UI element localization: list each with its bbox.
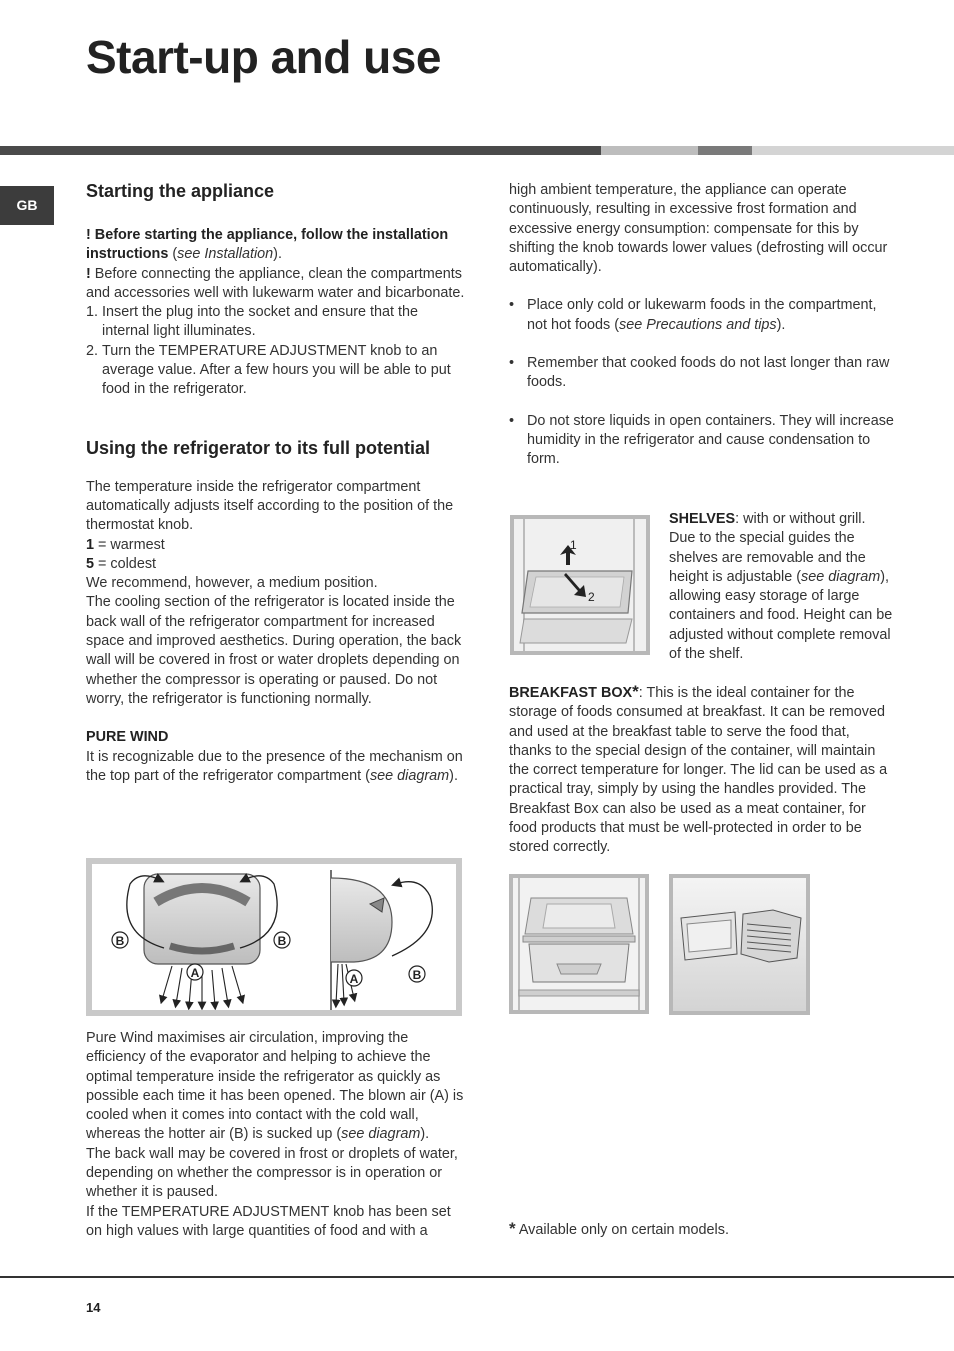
list-item: • Remember that cooked foods do not last longer than raw foods. [509, 355, 890, 391]
purewind-body1: Pure Wind maximises air circulation, improving the efficiency of the evaporator and helping to achieve the optimal temperature inside the refrigerator as quickly as possible each time it has been opened. The blown air (A) is cooled when it comes into contact with the cold wall, whereas the hotter air (B) is sucked up (see diagram). [86, 1030, 464, 1143]
shelf-step-1: 1 [570, 538, 577, 552]
purewind-body3: If the TEMPERATURE ADJUSTMENT knob has been set on high values with large quantities of food and with a [86, 1203, 451, 1239]
purewind-body2: The back wall may be covered in frost or droplets of water, depending on whether the compressor is in operation or whether it is paused. [86, 1145, 458, 1201]
startup-steps [86, 303, 466, 399]
right-column [509, 181, 894, 489]
page-title: Start-up and use [86, 31, 441, 83]
footer-rule [0, 1276, 954, 1278]
purewind-heading: PURE WIND [86, 729, 169, 746]
svg-text:B: B [115, 934, 125, 948]
svg-text:A: A [190, 966, 200, 980]
breakfast-box-open-illustration [673, 878, 806, 1011]
continuation-paragraph: high ambient temperature, the appliance can operate continuously, resulting in excessive frost formation and excessive energy consumption: compensate for this by shifting the knob towards lower values (defrosting will occur automatically). [509, 182, 888, 276]
shelf-step-2: 2 [588, 590, 595, 604]
label-b-side [409, 966, 425, 982]
svg-text:B: B [277, 934, 287, 948]
starting-heading: Starting the appliance [86, 181, 275, 201]
page-number: 14 [86, 1300, 101, 1315]
footnote: * Available only on certain models. [509, 1219, 729, 1238]
warmest-line: 1 = warmest [86, 536, 165, 553]
breakfast-box-illustration [513, 878, 645, 1010]
list-item: 2. Turn the TEMPERATURE ADJUSTMENT knob to an average value. After a few hours you will be able to put food in the refrigerator. [86, 342, 451, 398]
purewind-body [86, 1029, 466, 1241]
label-b-left [112, 932, 128, 948]
purewind-diagram [86, 858, 462, 1016]
using-intro: The temperature inside the refrigerator compartment automatically adjusts itself according to the position of the thermostat knob. [86, 478, 454, 534]
shelves-description: SHELVES: with or without grill. Due to the special guides the shelves are removable and the height is adjustable (see diagram), allowing easy storage of large containers and food. Height can be adjusted without complete removal of the shelf. [669, 511, 893, 663]
warning-installation: ! Before starting the appliance, follow the installation instructions (see Installation). [86, 227, 449, 263]
warning-cleaning: ! Before connecting the appliance, clean the compartments and accessories well with lukewarm water and bicarbonate. [86, 265, 465, 301]
svg-text:B: B [412, 968, 422, 982]
breakfast-box-open-image [669, 874, 810, 1015]
purewind-desc: It is recognizable due to the presence of the mechanism on the top part of the refrigerator compartment (see diagram). [86, 748, 463, 784]
breakfast-description: BREAKFAST BOX*: This is the ideal container for the storage of foods consumed at breakfast. It can be removed and used at the breakfast table to serve the food that, thanks to the special design of the container, will maintain the correct temperature for longer. The lid can be used as a practical tray, simply by using the handles provided. The Breakfast Box can also be used as a meat container, for food products that must be well-protected in order to be stored correctly. [509, 682, 888, 856]
using-heading: Using the refrigerator to its full potential [86, 437, 431, 458]
label-a-side [346, 970, 362, 986]
breakfast-box-in-fridge-image [509, 874, 649, 1014]
tips-list [509, 296, 894, 469]
shelves-diagram [510, 515, 650, 655]
language-tab: GB [0, 186, 54, 225]
list-item: • Do not store liquids in open containers. They will increase humidity in the refrigerator and cause condensation to form. [509, 412, 894, 468]
recommend-line: We recommend, however, a medium position. [86, 575, 378, 592]
list-item: • Place only cold or lukewarm foods in the compartment, not hot foods (see Precautions and tips). [509, 297, 877, 333]
label-a-front [187, 964, 203, 980]
header-color-bar [0, 146, 954, 155]
shelf-illustration [514, 519, 646, 651]
cooling-paragraph: The cooling section of the refrigerator is located inside the back wall of the refrigerator compartment for increased space and improved aesthetics. During operation, the back wall will be covered in frost or water droplets depending on whether the compressor is operating or paused. Do not worry, the refrigerator is functioning normally. [86, 594, 462, 707]
coldest-line: 5 = coldest [86, 555, 157, 572]
purewind-illustration [92, 864, 456, 1010]
left-column [86, 180, 466, 786]
svg-text:A: A [349, 972, 359, 986]
list-item: 1. Insert the plug into the socket and ensure that the internal light illuminates. [86, 304, 419, 340]
label-b-right [274, 932, 290, 948]
